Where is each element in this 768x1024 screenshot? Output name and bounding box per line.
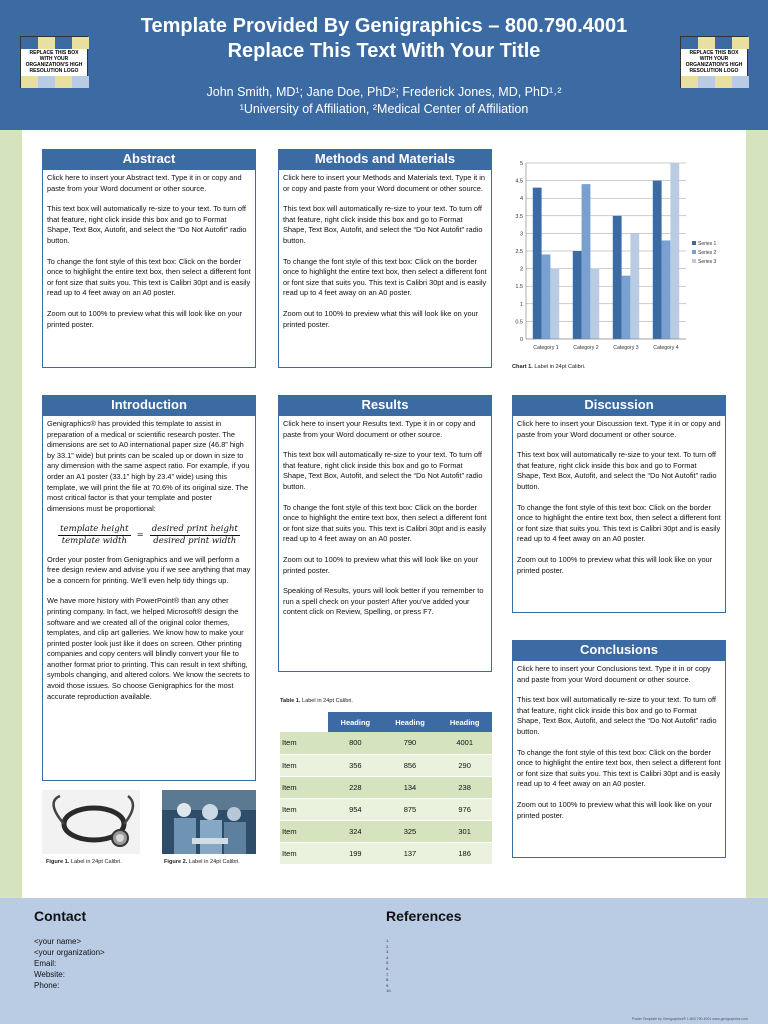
chart-caption-label: Chart 1. xyxy=(512,364,533,370)
methods-paragraph: Click here to insert your Methods and Materials text. Type it in or copy and paste from your Word document or other source. xyxy=(283,173,485,193)
results-paragraph: Speaking of Results, yours will look better if you remember to run a spell check on your poster! After you’ve added your content click on Review, Spelling, or press F7. xyxy=(283,586,484,617)
conclusions-paragraph: This text box will automatically re-size to your text. To turn off that feature, right click inside this box and go to Format Shape, Text Box, Autofit, and select the “Do Not Autofit” radio button. xyxy=(517,695,717,736)
authors-line: John Smith, MD¹; Jane Doe, PhD²; Frederick Jones, MD, PhD¹˒² xyxy=(206,85,562,99)
chart-category-label: Category 1 xyxy=(533,345,559,351)
formula-denominator-right: desired print width xyxy=(153,535,237,546)
table-header-cell xyxy=(280,712,328,732)
chart-y-tick-label: 1.5 xyxy=(515,284,523,291)
table-header-cell: Heading xyxy=(383,712,438,732)
chart-legend-swatch xyxy=(692,250,696,254)
chart-bar xyxy=(533,188,542,339)
table-cell: 325 xyxy=(383,820,438,842)
table-cell: 856 xyxy=(383,754,438,776)
poster-footer xyxy=(0,898,768,1024)
table-caption-label: Table 1. xyxy=(280,698,301,704)
table-cell: 4001 xyxy=(437,732,492,754)
table-cell: 290 xyxy=(437,754,492,776)
results-text-box[interactable] xyxy=(278,415,492,672)
reference-item: 10. xyxy=(386,988,392,994)
reference-item: 4. xyxy=(386,954,390,960)
discussion-heading: Discussion xyxy=(512,395,726,415)
chart-bar xyxy=(622,276,631,339)
results-heading: Results xyxy=(278,395,492,415)
chart-y-tick-label: 2 xyxy=(519,266,523,273)
table-row xyxy=(280,776,492,798)
table-cell: 954 xyxy=(328,798,383,820)
chart-bar xyxy=(670,163,679,339)
chart-bar xyxy=(613,216,622,339)
contact-name[interactable]: <your name> xyxy=(34,937,82,946)
table-cell: 301 xyxy=(437,820,492,842)
logo-placeholder-right[interactable] xyxy=(680,36,748,88)
formula-equals: = xyxy=(136,530,144,541)
conclusions-text-box[interactable] xyxy=(512,660,726,858)
poster-authors[interactable] xyxy=(100,84,668,118)
chart-bar xyxy=(630,233,639,339)
table-cell: 324 xyxy=(328,820,383,842)
affiliations-line: ¹University of Affiliation, ²Medical Center of Affiliation xyxy=(239,102,529,116)
reference-item: 7. xyxy=(386,971,390,977)
logo-placeholder-left[interactable] xyxy=(20,36,88,88)
references-list[interactable] xyxy=(386,938,392,994)
stethoscope-photo xyxy=(42,790,140,854)
reference-item: 1. xyxy=(386,938,390,943)
contact-organization[interactable]: <your organization> xyxy=(34,948,105,957)
results-paragraph: To change the font style of this text box: Click on the border once to highlight the entire text box, then select a different font or font size that suits you. This text is Calibri 30pt and is easily read up to 4 feet away on an A0 poster. xyxy=(283,502,487,544)
table-cell: 800 xyxy=(328,732,383,754)
table-caption-text: Label in 24pt Calibri. xyxy=(300,698,353,704)
title-line-1: Template Provided By Genigraphics – 800.790.4001 xyxy=(140,15,628,37)
formula-numerator-right: desired print height xyxy=(151,524,238,535)
table-cell: 228 xyxy=(328,776,383,798)
reference-item: 8. xyxy=(386,977,390,983)
side-bar-left xyxy=(0,130,22,898)
table-cell: Item xyxy=(280,776,328,798)
chart-legend-swatch xyxy=(692,259,696,263)
chart-bar xyxy=(550,269,559,339)
chart-bar xyxy=(582,184,591,339)
methods-paragraph: To change the font style of this text box: Click on the border once to highlight the entire text box, then select a different font or font size that suits you. This text is Calibri 30pt and is easily read up to 4 feet away on an A0 poster. xyxy=(283,256,487,298)
table-cell: 186 xyxy=(437,842,492,864)
table-row xyxy=(280,820,492,842)
results-paragraph: Click here to insert your Results text. Type it in or copy and paste from your Word document or other source. xyxy=(283,419,476,439)
abstract-heading: Abstract xyxy=(42,149,256,169)
logo-text: REPLACE THIS BOX WITH YOUR ORGANIZATION'S HIGH RESOLUTION LOGO xyxy=(25,50,83,74)
chart-y-tick-label: 4 xyxy=(519,196,523,203)
side-bar-right xyxy=(746,130,768,898)
formula-numerator-left: template height xyxy=(60,524,129,535)
table-header-row xyxy=(280,712,492,732)
discussion-text-box[interactable] xyxy=(512,415,726,613)
table-cell: Item xyxy=(280,820,328,842)
table-cell: 976 xyxy=(437,798,492,820)
chart-caption-text: Label in 24pt Calibri. xyxy=(532,364,586,370)
chart-legend-label: Series 3 xyxy=(698,259,717,265)
surgeons-photo xyxy=(162,790,256,854)
results-paragraph: This text box will automatically re-size to your text. To turn off that feature, right click inside this box and go to Format Shape, Text Box, Autofit, and select the “Do Not Autofit” radio button. xyxy=(283,450,483,491)
proportion-formula xyxy=(47,524,251,546)
abstract-paragraph: Click here to insert your Abstract text. Type it in or copy and paste from your Word document or other source. xyxy=(47,173,242,193)
bar-chart[interactable] xyxy=(508,155,740,355)
formula-denominator-left: template width xyxy=(61,535,127,546)
results-table[interactable] xyxy=(280,712,492,865)
abstract-paragraph: Zoom out to 100% to preview what this will look like on your printed poster. xyxy=(47,308,243,329)
figure-1-caption xyxy=(46,859,122,865)
table-row xyxy=(280,754,492,776)
methods-text-box[interactable] xyxy=(278,169,492,368)
chart-y-tick-label: 1 xyxy=(519,301,523,308)
chart-y-tick-label: 0 xyxy=(519,337,523,343)
table-cell: 790 xyxy=(383,732,438,754)
chart-bar xyxy=(542,255,551,339)
introduction-text-box[interactable] xyxy=(42,415,256,781)
chart-legend-swatch xyxy=(692,241,696,245)
chart-category-label: Category 2 xyxy=(573,345,599,351)
methods-paragraph: This text box will automatically re-size to your text. To turn off that feature, right click inside this box and go to Format Shape, Text Box, Autofit, and select the “Do Not Autofit” radio button. xyxy=(283,204,483,245)
table-cell: Item xyxy=(280,798,328,820)
chart-legend-label: Series 1 xyxy=(698,241,717,247)
contact-website[interactable]: Website: xyxy=(34,970,65,979)
methods-heading: Methods and Materials xyxy=(278,149,492,169)
chart-y-tick-label: 3.5 xyxy=(515,213,523,220)
introduction-paragraph: We have more history with PowerPoint® than any other printing company. In fact, we helped Microsoft® design the software and we created all of the original color themes, templates, and clip art galleries. We know how to make your printed poster look just like it does on screen. Other printing companies and copy centers will blindly convert your file to another format prior to printing. This can result in text shifting, symbols changing, and altered colors. We know the secrets to avoid those issues. So choose Genigraphics for the most accurate reproduction available. xyxy=(47,596,250,701)
table-row xyxy=(280,732,492,754)
chart-bar xyxy=(573,251,582,339)
abstract-paragraph: This text box will automatically re-size to your text. To turn off that feature, right click inside this box and go to Format Shape, Text Box, Autofit, and select the “Do Not Autofit” radio button. xyxy=(47,204,247,245)
table-cell: Item xyxy=(280,842,328,864)
conclusions-heading: Conclusions xyxy=(512,640,726,660)
reference-item: 9. xyxy=(386,982,390,988)
table-cell: 134 xyxy=(383,776,438,798)
chart-y-tick-label: 2.5 xyxy=(515,249,523,255)
figure-2-text: Label in 24pt Calibri. xyxy=(187,859,240,865)
reference-item: 5. xyxy=(386,960,390,966)
figure-2-label: Figure 2. xyxy=(164,859,188,865)
table-cell: 875 xyxy=(383,798,438,820)
table-row xyxy=(280,842,492,864)
title-line-2: Replace This Text With Your Title xyxy=(227,40,541,62)
chart-caption xyxy=(512,364,585,370)
discussion-paragraph: This text box will automatically re-size to your text. To turn off that feature, right click inside this box and go to Format Shape, Text Box, Autofit, and select the “Do Not Autofit” radio button. xyxy=(517,450,717,491)
table-cell: 238 xyxy=(437,776,492,798)
template-credit: Poster Template by Genigraphics® 1.800.790.4001 www.genigraphics.com xyxy=(631,1017,748,1021)
introduction-paragraph: Genigraphics® has provided this template to assist in preparation of a medical or scientific research poster. The dimensions are set to A0 international paper size (46.8” high by 33.1” wide) but prints can be scaled up or down in size to any dimension with the same aspect ratio. For example, if you order an A1 poster (33.1” high by 23.4” wide) using this template, we will print the file at 70.6% of its original size. The most critical factor is that your template and poster dimensions must be proportional: xyxy=(47,419,250,513)
poster-title[interactable] xyxy=(100,14,668,64)
chart-y-tick-label: 0.5 xyxy=(515,319,523,326)
discussion-paragraph: Zoom out to 100% to preview what this will look like on your printed poster. xyxy=(517,554,713,575)
chart-y-tick-label: 4.5 xyxy=(515,178,523,185)
discussion-paragraph: To change the font style of this text box: Click on the border once to highlight the entire text box, then select a different font or font size that suits you. This text is Calibri 30pt and is easily read up to 4 feet away on an A0 poster. xyxy=(517,502,721,544)
reference-item: 6. xyxy=(386,965,390,971)
reference-item: 3. xyxy=(386,949,390,955)
results-paragraph: Zoom out to 100% to preview what this will look like on your printed poster. xyxy=(283,554,479,575)
discussion-paragraph: Click here to insert your Discussion text. Type it in or copy and paste from your Word document or other source. xyxy=(517,419,721,439)
table-cell: Item xyxy=(280,732,328,754)
table-cell: 137 xyxy=(383,842,438,864)
figure-1-text: Label in 24pt Calibri. xyxy=(69,859,122,865)
table-header-cell: Heading xyxy=(328,712,383,732)
conclusions-paragraph: Click here to insert your Conclusions text. Type it in or copy and paste from your Word document or other source. xyxy=(517,664,711,684)
introduction-heading: Introduction xyxy=(42,395,256,415)
conclusions-paragraph: Zoom out to 100% to preview what this will look like on your printed poster. xyxy=(517,799,713,820)
chart-legend-label: Series 2 xyxy=(698,250,717,256)
chart-bar xyxy=(590,269,599,339)
chart-category-label: Category 3 xyxy=(613,345,639,351)
chart-y-tick-label: 3 xyxy=(519,231,523,238)
reference-item: 2. xyxy=(386,943,390,949)
table-cell: 199 xyxy=(328,842,383,864)
contact-phone[interactable]: Phone: xyxy=(34,981,60,990)
poster-header xyxy=(0,0,768,130)
chart-category-label: Category 4 xyxy=(653,345,679,351)
table-cell: 356 xyxy=(328,754,383,776)
figure-1-label: Figure 1. xyxy=(46,859,70,865)
contact-email[interactable]: Email: xyxy=(34,959,57,968)
table-row xyxy=(280,798,492,820)
chart-bar xyxy=(662,240,671,339)
references-heading: References xyxy=(386,908,462,924)
abstract-text-box[interactable] xyxy=(42,169,256,368)
table-header-cell: Heading xyxy=(437,712,492,732)
chart-y-tick-label: 5 xyxy=(519,161,523,167)
chart-bar xyxy=(653,181,662,339)
logo-text: REPLACE THIS BOX WITH YOUR ORGANIZATION'S HIGH RESOLUTION LOGO xyxy=(685,50,743,74)
table-caption xyxy=(280,698,353,704)
contact-heading: Contact xyxy=(34,908,87,924)
methods-paragraph: Zoom out to 100% to preview what this will look like on your printed poster. xyxy=(283,308,479,329)
figure-2-caption xyxy=(164,859,240,865)
conclusions-paragraph: To change the font style of this text box: Click on the border once to highlight the entire text box, then select a different font or font size that suits you. This text is Calibri 30pt and is easily read up to 4 feet away on an A0 poster. xyxy=(517,747,721,789)
introduction-paragraph: Order your poster from Genigraphics and we will perform a free design review and advise you if we see anything that may be a concern for printing. We’ll even help tidy things up. xyxy=(47,554,251,585)
table-cell: Item xyxy=(280,754,328,776)
abstract-paragraph: To change the font style of this text box: Click on the border once to highlight the entire text box, then select a different font or font size that suits you. This text is Calibri 30pt and is easily read up to 4 feet away on an A0 poster. xyxy=(47,256,251,298)
